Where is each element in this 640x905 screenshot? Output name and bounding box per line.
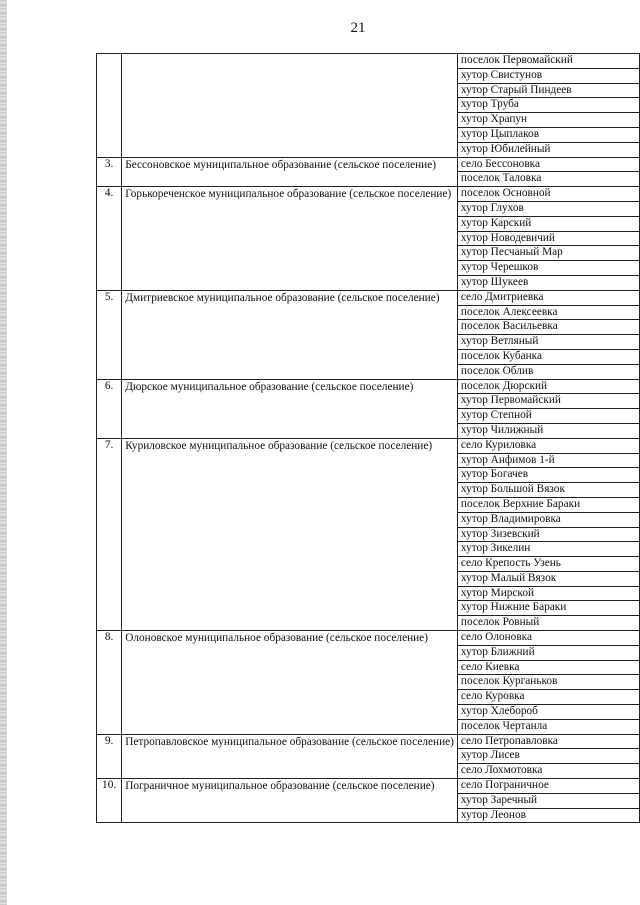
municipality-name: Бессоновское муниципальное образование (сельское поселение) [122, 157, 458, 187]
municipalities-table [96, 53, 640, 823]
settlement-name: хутор Новодевичий [457, 231, 639, 246]
settlement-name: село Дмитриевка [457, 290, 639, 305]
settlement-name: хутор Владимировка [457, 512, 639, 527]
table-row [97, 734, 640, 749]
municipality-name: Олоновское муниципальное образование (сельское поселение) [122, 631, 458, 735]
settlement-name: хутор Юбилейный [457, 142, 639, 157]
settlement-name: хутор Храпун [457, 113, 639, 128]
row-number: 3. [97, 157, 122, 187]
settlement-name: село Петропавловка [457, 734, 639, 749]
settlement-name: хутор Нижние Бараки [457, 601, 639, 616]
settlement-name: хутор Большой Вязок [457, 483, 639, 498]
settlement-name: хутор Свистунов [457, 68, 639, 83]
settlement-name: село Олоновка [457, 631, 639, 646]
settlement-name: поселок Основной [457, 187, 639, 202]
settlement-name: хутор Ветляный [457, 335, 639, 350]
scan-edge [0, 0, 7, 905]
municipality-name: Пограничное муниципальное образование (сельское поселение) [122, 779, 458, 823]
settlement-name: хутор Шукеев [457, 275, 639, 290]
settlement-name: хутор Анфимов 1-й [457, 453, 639, 468]
settlement-name: хутор Зикелин [457, 542, 639, 557]
settlement-name: хутор Песчаный Мар [457, 246, 639, 261]
settlement-name: село Бессоновка [457, 157, 639, 172]
settlement-name: хутор Черешков [457, 261, 639, 276]
settlement-name: хутор Мирской [457, 586, 639, 601]
settlement-name: село Киевка [457, 660, 639, 675]
settlement-name: хутор Лисев [457, 749, 639, 764]
settlement-name: поселок Таловка [457, 172, 639, 187]
row-number: 9. [97, 734, 122, 778]
settlement-name: хутор Заречный [457, 793, 639, 808]
row-number: 8. [97, 631, 122, 735]
settlement-name: поселок Дюрский [457, 379, 639, 394]
settlement-name: хутор Малый Вязок [457, 571, 639, 586]
settlement-name: хутор Ближний [457, 645, 639, 660]
settlement-name: хутор Труба [457, 98, 639, 113]
settlement-name: хутор Богачев [457, 468, 639, 483]
settlement-name: село Крепость Узень [457, 557, 639, 572]
row-number [97, 54, 122, 158]
row-number: 10. [97, 779, 122, 823]
municipality-name: Горькореченское муниципальное образование (сельское поселение) [122, 187, 458, 291]
settlement-name: хутор Старый Пиндеев [457, 83, 639, 98]
table-row [97, 157, 640, 172]
table-row [97, 290, 640, 305]
settlement-name: село Пограничное [457, 779, 639, 794]
row-number: 6. [97, 379, 122, 438]
settlement-name: хутор Чилижный [457, 423, 639, 438]
settlement-name: поселок Васильевка [457, 320, 639, 335]
settlement-name: поселок Курганьков [457, 675, 639, 690]
settlement-name: поселок Чертанла [457, 719, 639, 734]
table-row [97, 379, 640, 394]
table-row [97, 631, 640, 646]
municipality-name [122, 54, 458, 158]
settlement-name: хутор Цыплаков [457, 127, 639, 142]
settlement-name: поселок Облив [457, 364, 639, 379]
row-number: 4. [97, 187, 122, 291]
row-number: 7. [97, 438, 122, 630]
municipalities-table-body [97, 54, 640, 823]
settlement-name: хутор Степной [457, 409, 639, 424]
table-row [97, 438, 640, 453]
municipality-name: Петропавловское муниципальное образование (сельское поселение) [122, 734, 458, 778]
table-row [97, 779, 640, 794]
settlement-name: поселок Первомайский [457, 54, 639, 69]
settlement-name: хутор Хлебороб [457, 705, 639, 720]
settlement-name: село Куриловка [457, 438, 639, 453]
municipality-name: Дюрское муниципальное образование (сельское поселение) [122, 379, 458, 438]
settlement-name: село Куровка [457, 690, 639, 705]
settlement-name: село Лохмотовка [457, 764, 639, 779]
table-row [97, 187, 640, 202]
settlement-name: хутор Карский [457, 216, 639, 231]
municipality-name: Дмитриевское муниципальное образование (сельское поселение) [122, 290, 458, 379]
settlement-name: поселок Кубанка [457, 349, 639, 364]
settlement-name: поселок Верхние Бараки [457, 497, 639, 512]
settlement-name: хутор Леонов [457, 808, 639, 823]
row-number: 5. [97, 290, 122, 379]
settlement-name: хутор Глухов [457, 201, 639, 216]
settlement-name: хутор Первомайский [457, 394, 639, 409]
settlement-name: поселок Алексеевка [457, 305, 639, 320]
table-row [97, 54, 640, 69]
settlement-name: поселок Ровный [457, 616, 639, 631]
settlement-name: хутор Зизевский [457, 527, 639, 542]
page-number: 21 [350, 20, 366, 36]
municipality-name: Куриловское муниципальное образование (сельское поселение) [122, 438, 458, 630]
